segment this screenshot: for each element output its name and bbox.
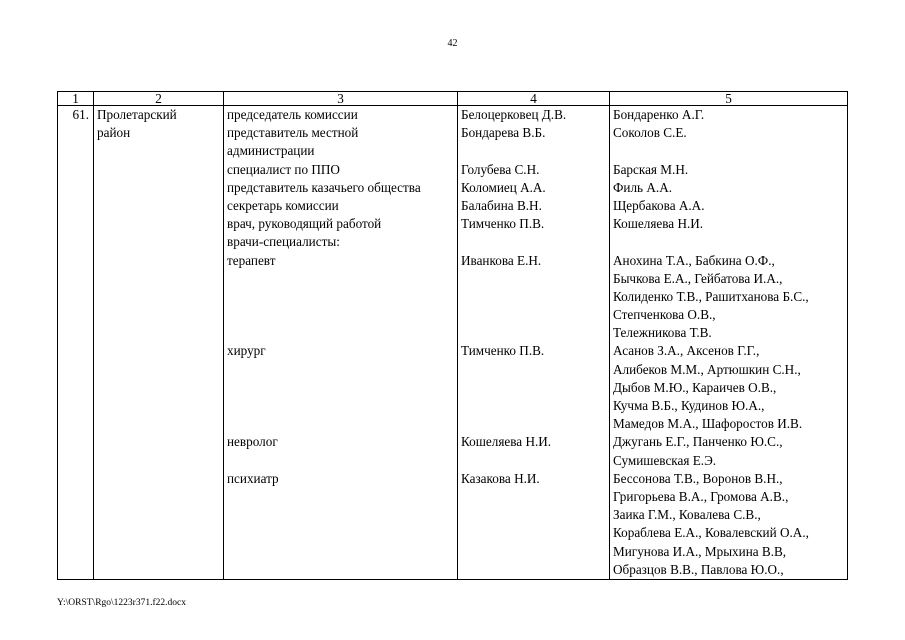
reserve-line: Барская М.Н. <box>613 161 689 177</box>
reserve-line <box>613 142 844 160</box>
role-line <box>227 270 454 288</box>
role-line: врач, руководящий работой <box>227 216 382 232</box>
role-line <box>227 415 454 433</box>
role-line: невролог <box>227 434 278 450</box>
role-line: представитель местной <box>227 125 359 141</box>
column-header: 1 <box>58 92 94 106</box>
reserve-line: Сумишевская Е.Э. <box>613 452 717 468</box>
member-line: Коломиец А.А. <box>461 179 546 195</box>
reserve-line <box>613 233 844 251</box>
reserve-line: Тележникова Т.В. <box>613 325 712 341</box>
role-line <box>227 488 454 506</box>
role-line <box>227 361 454 379</box>
reserve-line: Филь А.А. <box>613 179 673 195</box>
role-line <box>227 543 454 561</box>
reserve-line: Заика Г.М., Ковалева С.В., <box>613 507 761 523</box>
reserve-line: Григорьева В.А., Громова А.В., <box>613 488 789 504</box>
row-number: 61. <box>58 106 94 580</box>
member-line <box>461 506 606 524</box>
reserve-line: Колиденко Т.В., Рашитханова Б.С., <box>613 288 809 304</box>
role-line <box>227 379 454 397</box>
role-line: хирург <box>227 343 266 359</box>
column-header: 3 <box>224 92 458 106</box>
reserve-line: Кораблева Е.А., Ковалевский О.А., <box>613 525 809 541</box>
reserve-line: Бычкова Е.А., Гейбатова И.А., <box>613 270 783 286</box>
reserve-line: Алибеков М.М., Артюшкин С.Н., <box>613 361 801 377</box>
member-line <box>461 415 606 433</box>
reserve-line: Кошеляева Н.И. <box>613 216 704 232</box>
role-line <box>227 324 454 342</box>
page-number: 42 <box>447 38 458 49</box>
role-line: председатель комиссии <box>227 107 358 122</box>
member-line <box>461 270 606 288</box>
role-line: администрации <box>227 143 315 159</box>
member-line: Белоцерковец Д.В. <box>461 107 567 122</box>
reserve-line: Дыбов М.Ю., Караичев О.В., <box>613 379 777 395</box>
member-line <box>461 361 606 379</box>
reserve-line: Щербакова А.А. <box>613 197 705 213</box>
member-line <box>461 561 606 579</box>
member-line: Голубева С.Н. <box>461 161 540 177</box>
member-line <box>461 288 606 306</box>
table-header-row <box>58 92 848 106</box>
reserve-line: Бессонова Т.В., Воронов В.Н., <box>613 470 783 486</box>
reserves-cell <box>610 106 848 580</box>
role-line <box>227 506 454 524</box>
member-line <box>461 306 606 324</box>
reserve-line: Джугань Е.Г., Панченко Ю.С., <box>613 434 783 450</box>
district-cell <box>94 106 224 580</box>
role-line: врачи-специалисты: <box>227 234 340 250</box>
members-cell <box>458 106 610 580</box>
member-line: Иванкова Е.Н. <box>461 252 542 268</box>
reserve-line: Мигунова И.А., Мрыхина В.В, <box>613 543 787 559</box>
member-line: Кошеляева Н.И. <box>461 434 552 450</box>
member-line <box>461 233 606 251</box>
role-line <box>227 524 454 542</box>
role-line: секретарь комиссии <box>227 197 339 213</box>
reserve-line: Бондаренко А.Г. <box>613 107 705 122</box>
member-line: Балабина В.Н. <box>461 197 542 213</box>
member-line <box>461 324 606 342</box>
reserve-line: Образцов В.В., Павлова Ю.О., <box>613 561 784 577</box>
reserve-line: Мамедов М.А., Шафоростов И.В. <box>613 416 803 432</box>
reserve-line: Анохина Т.А., Бабкина О.Ф., <box>613 252 775 268</box>
member-line <box>461 397 606 415</box>
column-header: 5 <box>610 92 848 106</box>
column-header: 4 <box>458 92 610 106</box>
member-line <box>461 142 606 160</box>
role-line <box>227 306 454 324</box>
member-line: Тимченко П.В. <box>461 343 545 359</box>
document-file-path: Y:\ORST\Rgo\1223r371.f22.docx <box>57 598 186 608</box>
member-line: Тимченко П.В. <box>461 216 545 232</box>
role-line <box>227 452 454 470</box>
reserve-line: Асанов З.А., Аксенов Г.Г., <box>613 343 760 359</box>
reserve-line: Кучма В.Б., Кудинов Ю.А., <box>613 398 765 413</box>
column-header: 2 <box>94 92 224 106</box>
member-line <box>461 379 606 397</box>
reserve-line: Соколов С.Е. <box>613 125 687 141</box>
role-line: терапевт <box>227 252 276 268</box>
member-line: Казакова Н.И. <box>461 470 540 486</box>
commission-table <box>57 91 848 580</box>
table-row <box>58 106 848 580</box>
role-line: психиатр <box>227 470 279 486</box>
member-line <box>461 452 606 470</box>
member-line <box>461 543 606 561</box>
district-line: Пролетарский <box>97 107 177 122</box>
district-line: район <box>97 125 131 141</box>
role-line: представитель казачьего общества <box>227 179 421 195</box>
member-line <box>461 524 606 542</box>
member-line: Бондарева В.Б. <box>461 125 546 141</box>
role-line <box>227 397 454 415</box>
reserve-line: Степченкова О.В., <box>613 307 716 323</box>
role-line <box>227 561 454 579</box>
role-line: специалист по ППО <box>227 161 340 177</box>
role-line <box>227 288 454 306</box>
member-line <box>461 488 606 506</box>
roles-cell <box>224 106 458 580</box>
